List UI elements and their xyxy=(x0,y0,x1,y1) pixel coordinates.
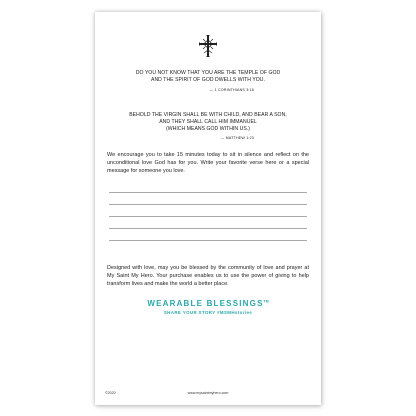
verse-2-line-2: AND THEY SHALL CALL HIM IMMANUEL xyxy=(159,118,257,125)
verse-1-citation: — 1 CORINTHIANS 3:16 xyxy=(209,87,254,92)
writing-line xyxy=(109,229,307,241)
verse-2 xyxy=(107,112,309,141)
writing-lines xyxy=(107,181,309,241)
ornamental-cross-icon xyxy=(197,34,219,58)
brand-name xyxy=(107,299,309,308)
copyright: ©2020 xyxy=(105,391,116,395)
writing-line xyxy=(109,181,307,193)
verse-1 xyxy=(107,70,309,92)
verse-2-citation: — MATTHEW 1:23 xyxy=(220,136,254,141)
closing-text: Designed with love, may you be blessed by the community of love and prayer at My Saint My Hero. Your purchase enables us to use the power of giving to help transform lives and make the world a better place. xyxy=(107,265,309,287)
encourage-text: We encourage you to take 15 minutes today to sit in silence and reflect on the unconditional love God has for you. Write your favorite verse here or a special message for someone you love. xyxy=(107,152,309,174)
writing-line xyxy=(109,205,307,217)
prayer-card xyxy=(95,12,321,405)
website-url: www.mysaintmyhero.com xyxy=(187,391,229,395)
verse-2-line-1: BEHOLD THE VIRGIN SHALL BE WITH CHILD, AND BEAR A SON, xyxy=(129,111,287,118)
brand-tagline: SHARE YOUR STORY #MSMHstories xyxy=(163,309,253,315)
verse-1-line-1: DO YOU NOT KNOW THAT YOU ARE THE TEMPLE OF GOD xyxy=(135,70,281,76)
verse-2-line-3: (WHICH MEANS GOD WITHIN US.) xyxy=(165,125,251,132)
brand-name-text: WEARABLE BLESSINGS xyxy=(147,298,264,308)
trademark-mark: TM xyxy=(263,298,269,303)
writing-line xyxy=(109,193,307,205)
verse-1-line-2: AND THE SPIRIT OF GOD DWELLS WITH YOU. xyxy=(151,76,265,83)
writing-line xyxy=(109,217,307,229)
